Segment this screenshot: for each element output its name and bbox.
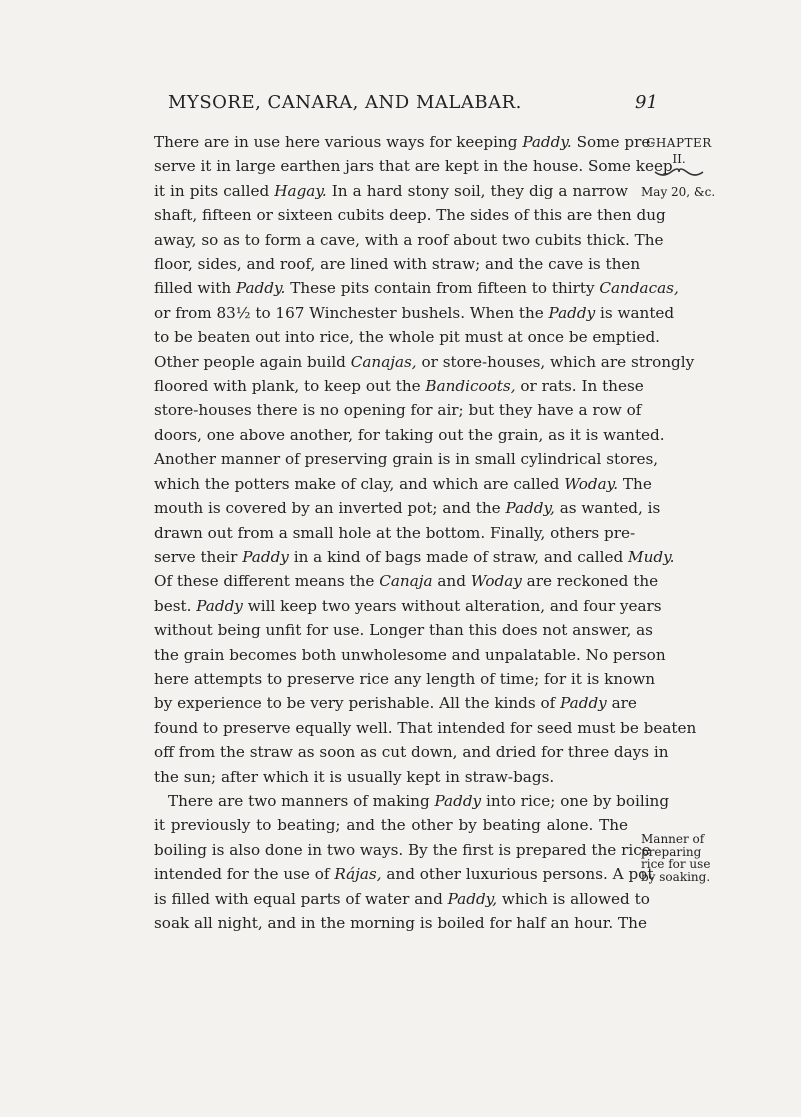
chapter-number: II. — [672, 152, 686, 166]
chapter-marginal-label: CHAPTER — [646, 136, 712, 150]
text-line — [154, 276, 679, 300]
text-line — [154, 716, 697, 740]
text-line — [154, 398, 642, 422]
text-run: Another manner of preserving grain is in small cylindrical stores, — [154, 450, 659, 469]
italic-term: Paddy — [196, 596, 243, 615]
text-run: into rice; one by boiling — [481, 791, 670, 810]
text-line — [154, 179, 628, 203]
text-run: and — [432, 572, 471, 591]
text-line — [154, 545, 675, 569]
text-line — [154, 911, 647, 935]
text-run: are reckoned the — [521, 572, 659, 591]
text-line — [154, 667, 656, 691]
text-line — [154, 862, 654, 886]
text-run: it in pits called — [154, 181, 275, 200]
text-line — [154, 228, 664, 252]
text-run: or from 83½ to 167 Winchester bushels. When the — [154, 303, 549, 322]
text-line — [154, 374, 644, 398]
text-run: Other people again build — [154, 352, 351, 371]
text-run: or rats. In these — [515, 377, 644, 396]
text-run: and other luxurious persons. A pot — [381, 865, 654, 884]
text-run: is filled with equal parts of water and — [154, 889, 448, 908]
text-run: which is allowed to — [497, 889, 650, 908]
text-run: There are in use here various ways for keeping — [154, 133, 523, 151]
text-line — [154, 447, 659, 471]
text-run: These pits contain from fifteen to thirty — [285, 279, 600, 298]
text-run: floored with plank, to keep out the — [154, 377, 426, 396]
text-run: shaft, fifteen or sixteen cubits deep. The sides of this are then dug — [154, 206, 666, 225]
running-title: MYSORE, CANARA, AND MALABAR. — [168, 92, 522, 113]
text-line — [154, 472, 652, 496]
text-line — [154, 618, 653, 642]
italic-term: Paddy — [548, 303, 596, 322]
text-line — [154, 643, 666, 667]
text-line — [154, 887, 650, 911]
text-line — [154, 740, 669, 764]
text-line — [154, 350, 695, 374]
text-line — [154, 325, 661, 349]
text-run: is wanted — [595, 303, 675, 322]
text-run: serve it in large earthen jars that are kept in the house. Some keep — [154, 157, 673, 176]
italic-term: Canajas, — [350, 352, 417, 371]
text-line — [154, 301, 675, 325]
text-run: to be beaten out into rice, the whole pit must at once be emptied. — [154, 328, 661, 347]
italic-term: Paddy — [434, 791, 482, 810]
text-run: store-houses there is no opening for air; but they have a row of — [154, 401, 642, 420]
page-number: 91 — [635, 92, 658, 113]
text-run: it previously to beating; and the other by beating alone. The — [154, 816, 628, 835]
text-run: drawn out from a small hole at the bottom. Finally, others pre- — [154, 523, 636, 542]
text-line — [154, 789, 670, 813]
text-line — [154, 130, 656, 154]
italic-term: Candacas, — [599, 279, 679, 298]
text-run: without being unfit for use. Longer than this does not answer, as — [154, 621, 653, 640]
text-run: doors, one above another, for taking out the grain, as it is wanted. — [154, 425, 665, 444]
italic-term: Paddy — [242, 547, 289, 566]
text-line — [154, 765, 628, 789]
text-line — [154, 521, 636, 545]
text-run: the grain becomes both unwholesome and unpalatable. No person — [154, 645, 666, 664]
text-run: boiling is also done in two ways. By the first is prepared the rice — [154, 840, 651, 859]
text-run: There are two manners of making — [168, 791, 435, 810]
text-run: in a kind of bags made of straw, and called — [288, 547, 629, 566]
text-run: are — [606, 694, 637, 713]
date-marginal-note: May 20, &c. — [641, 185, 716, 199]
text-run: mouth is covered by an inverted pot; and the — [154, 499, 506, 518]
text-run: best. — [154, 596, 197, 615]
text-line — [154, 154, 673, 178]
text-run: as wanted, is — [554, 499, 661, 518]
italic-term: Paddy, — [447, 889, 498, 908]
italic-term: Rájas, — [334, 865, 382, 884]
text-run: serve their — [154, 547, 243, 566]
italic-term: Paddy, — [505, 499, 555, 518]
text-run: filled with — [154, 279, 236, 298]
italic-term: Paddy. — [522, 133, 572, 151]
text-line — [154, 594, 662, 618]
text-line — [154, 838, 651, 862]
italic-term: Woday — [470, 572, 522, 591]
text-line — [154, 496, 661, 520]
text-line — [154, 252, 641, 276]
text-run: The — [618, 474, 652, 493]
italic-term: Mudy. — [628, 547, 675, 566]
italic-term: Hagay. — [274, 181, 327, 200]
text-run: which the potters make of clay, and which are called — [154, 474, 565, 493]
text-run: or store-houses, which are strongly — [416, 352, 695, 371]
italic-term: Paddy. — [235, 279, 286, 298]
text-line — [154, 423, 665, 447]
text-run: intended for the use of — [154, 865, 335, 884]
text-run: Some pre- — [571, 133, 656, 151]
italic-term: Paddy — [560, 694, 607, 713]
text-run: Of these different means the — [154, 572, 380, 591]
text-run: floor, sides, and roof, are lined with straw; and the cave is then — [154, 255, 641, 274]
italic-term: Woday. — [564, 474, 619, 493]
italic-term: Bandicoots, — [425, 377, 516, 396]
text-line — [154, 569, 659, 593]
text-run: will keep two years without alteration, and four years — [242, 596, 662, 615]
text-run: soak all night, and in the morning is boiled for half an hour. The — [154, 914, 647, 932]
topic-marginal-note: Manner of preparing rice for use by soaking. — [641, 832, 711, 884]
text-line — [154, 691, 637, 715]
text-run: found to preserve equally well. That intended for seed must be beaten — [154, 718, 697, 737]
text-run: here attempts to preserve rice any length of time; for it is known — [154, 669, 656, 688]
text-run: off from the straw as soon as cut down, and dried for three days in — [154, 743, 669, 762]
italic-term: Canaja — [379, 572, 433, 591]
text-run: In a hard stony soil, they dig a narrow — [326, 181, 629, 200]
text-line — [154, 813, 628, 837]
text-run: the sun; after which it is usually kept in straw-bags. — [154, 767, 555, 786]
text-run: away, so as to form a cave, with a roof about two cubits thick. The — [154, 230, 664, 249]
text-run: by experience to be very perishable. All the kinds of — [154, 694, 561, 713]
text-line — [154, 203, 666, 227]
